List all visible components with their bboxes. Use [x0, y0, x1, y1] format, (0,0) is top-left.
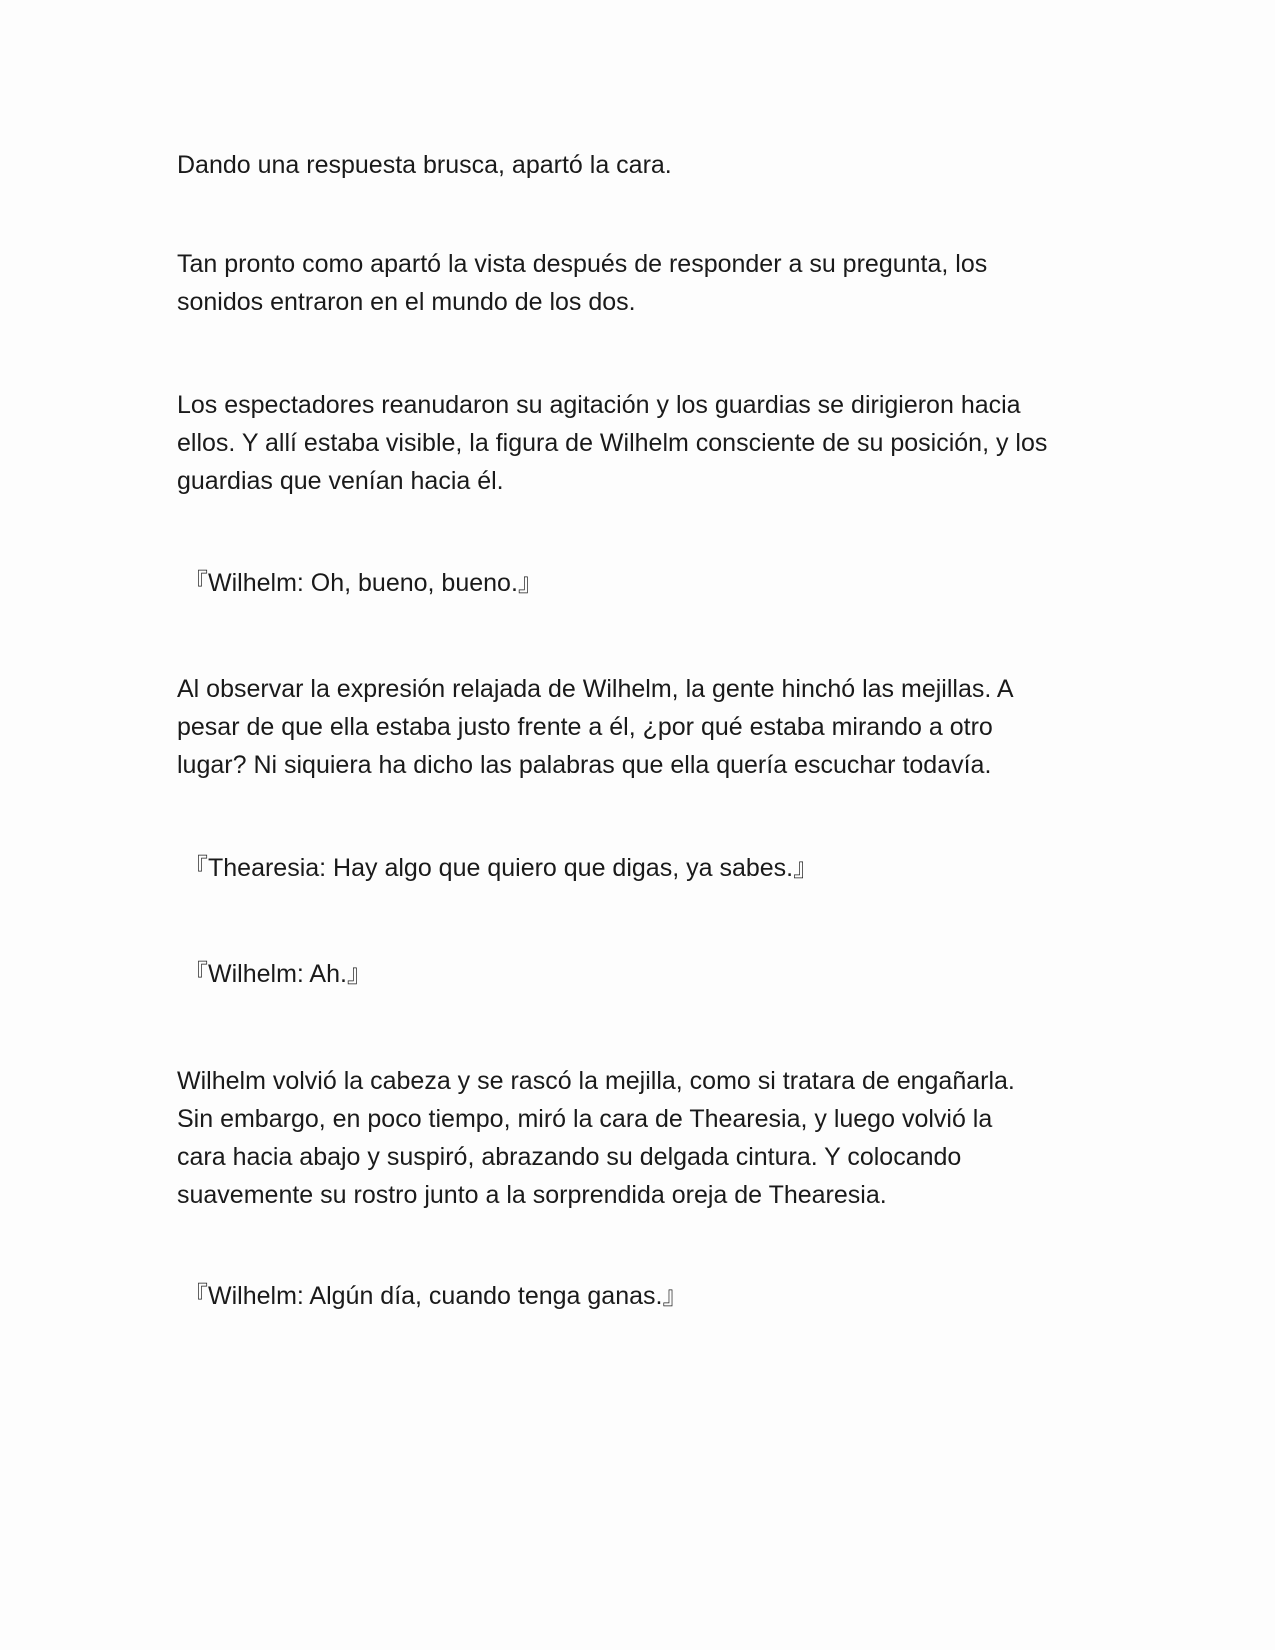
- paragraph-3: Los espectadores reanudaron su agitación y los guardias se dirigieron hacia ellos. Y allí estaba visible, la figura de Wilhelm consciente de su posición, y los guardias que venían hacia él.: [177, 391, 1048, 495]
- dialogue-line-2: 『Thearesia: Hay algo que quiero que digas, ya sabes.』: [183, 854, 819, 882]
- paragraph-4: Al observar la expresión relajada de Wilhelm, la gente hinchó las mejillas. A pesar de que ella estaba justo frente a él, ¿por qué estaba mirando a otro lugar? Ni siquiera ha dicho las palabras que ella quería escuchar todavía.: [177, 675, 1014, 779]
- paragraph-2: Tan pronto como apartó la vista después de responder a su pregunta, los sonidos entraron en el mundo de los dos.: [177, 250, 988, 316]
- dialogue-line-3: 『Wilhelm: Ah.』: [183, 960, 372, 988]
- paragraph-1: Dando una respuesta brusca, apartó la cara.: [177, 151, 672, 179]
- dialogue-line-1: 『Wilhelm: Oh, bueno, bueno.』: [183, 569, 543, 597]
- paragraph-5: Wilhelm volvió la cabeza y se rascó la mejilla, como si tratara de engañarla. Sin embargo, en poco tiempo, miró la cara de Thearesia, y luego volvió la cara hacia abajo y suspiró, abrazando su delgada cintura. Y colocando suavemente su rostro junto a la sorprendida oreja de Thearesia.: [177, 1067, 1015, 1209]
- dialogue-line-4: 『Wilhelm: Algún día, cuando tenga ganas.』: [183, 1282, 688, 1310]
